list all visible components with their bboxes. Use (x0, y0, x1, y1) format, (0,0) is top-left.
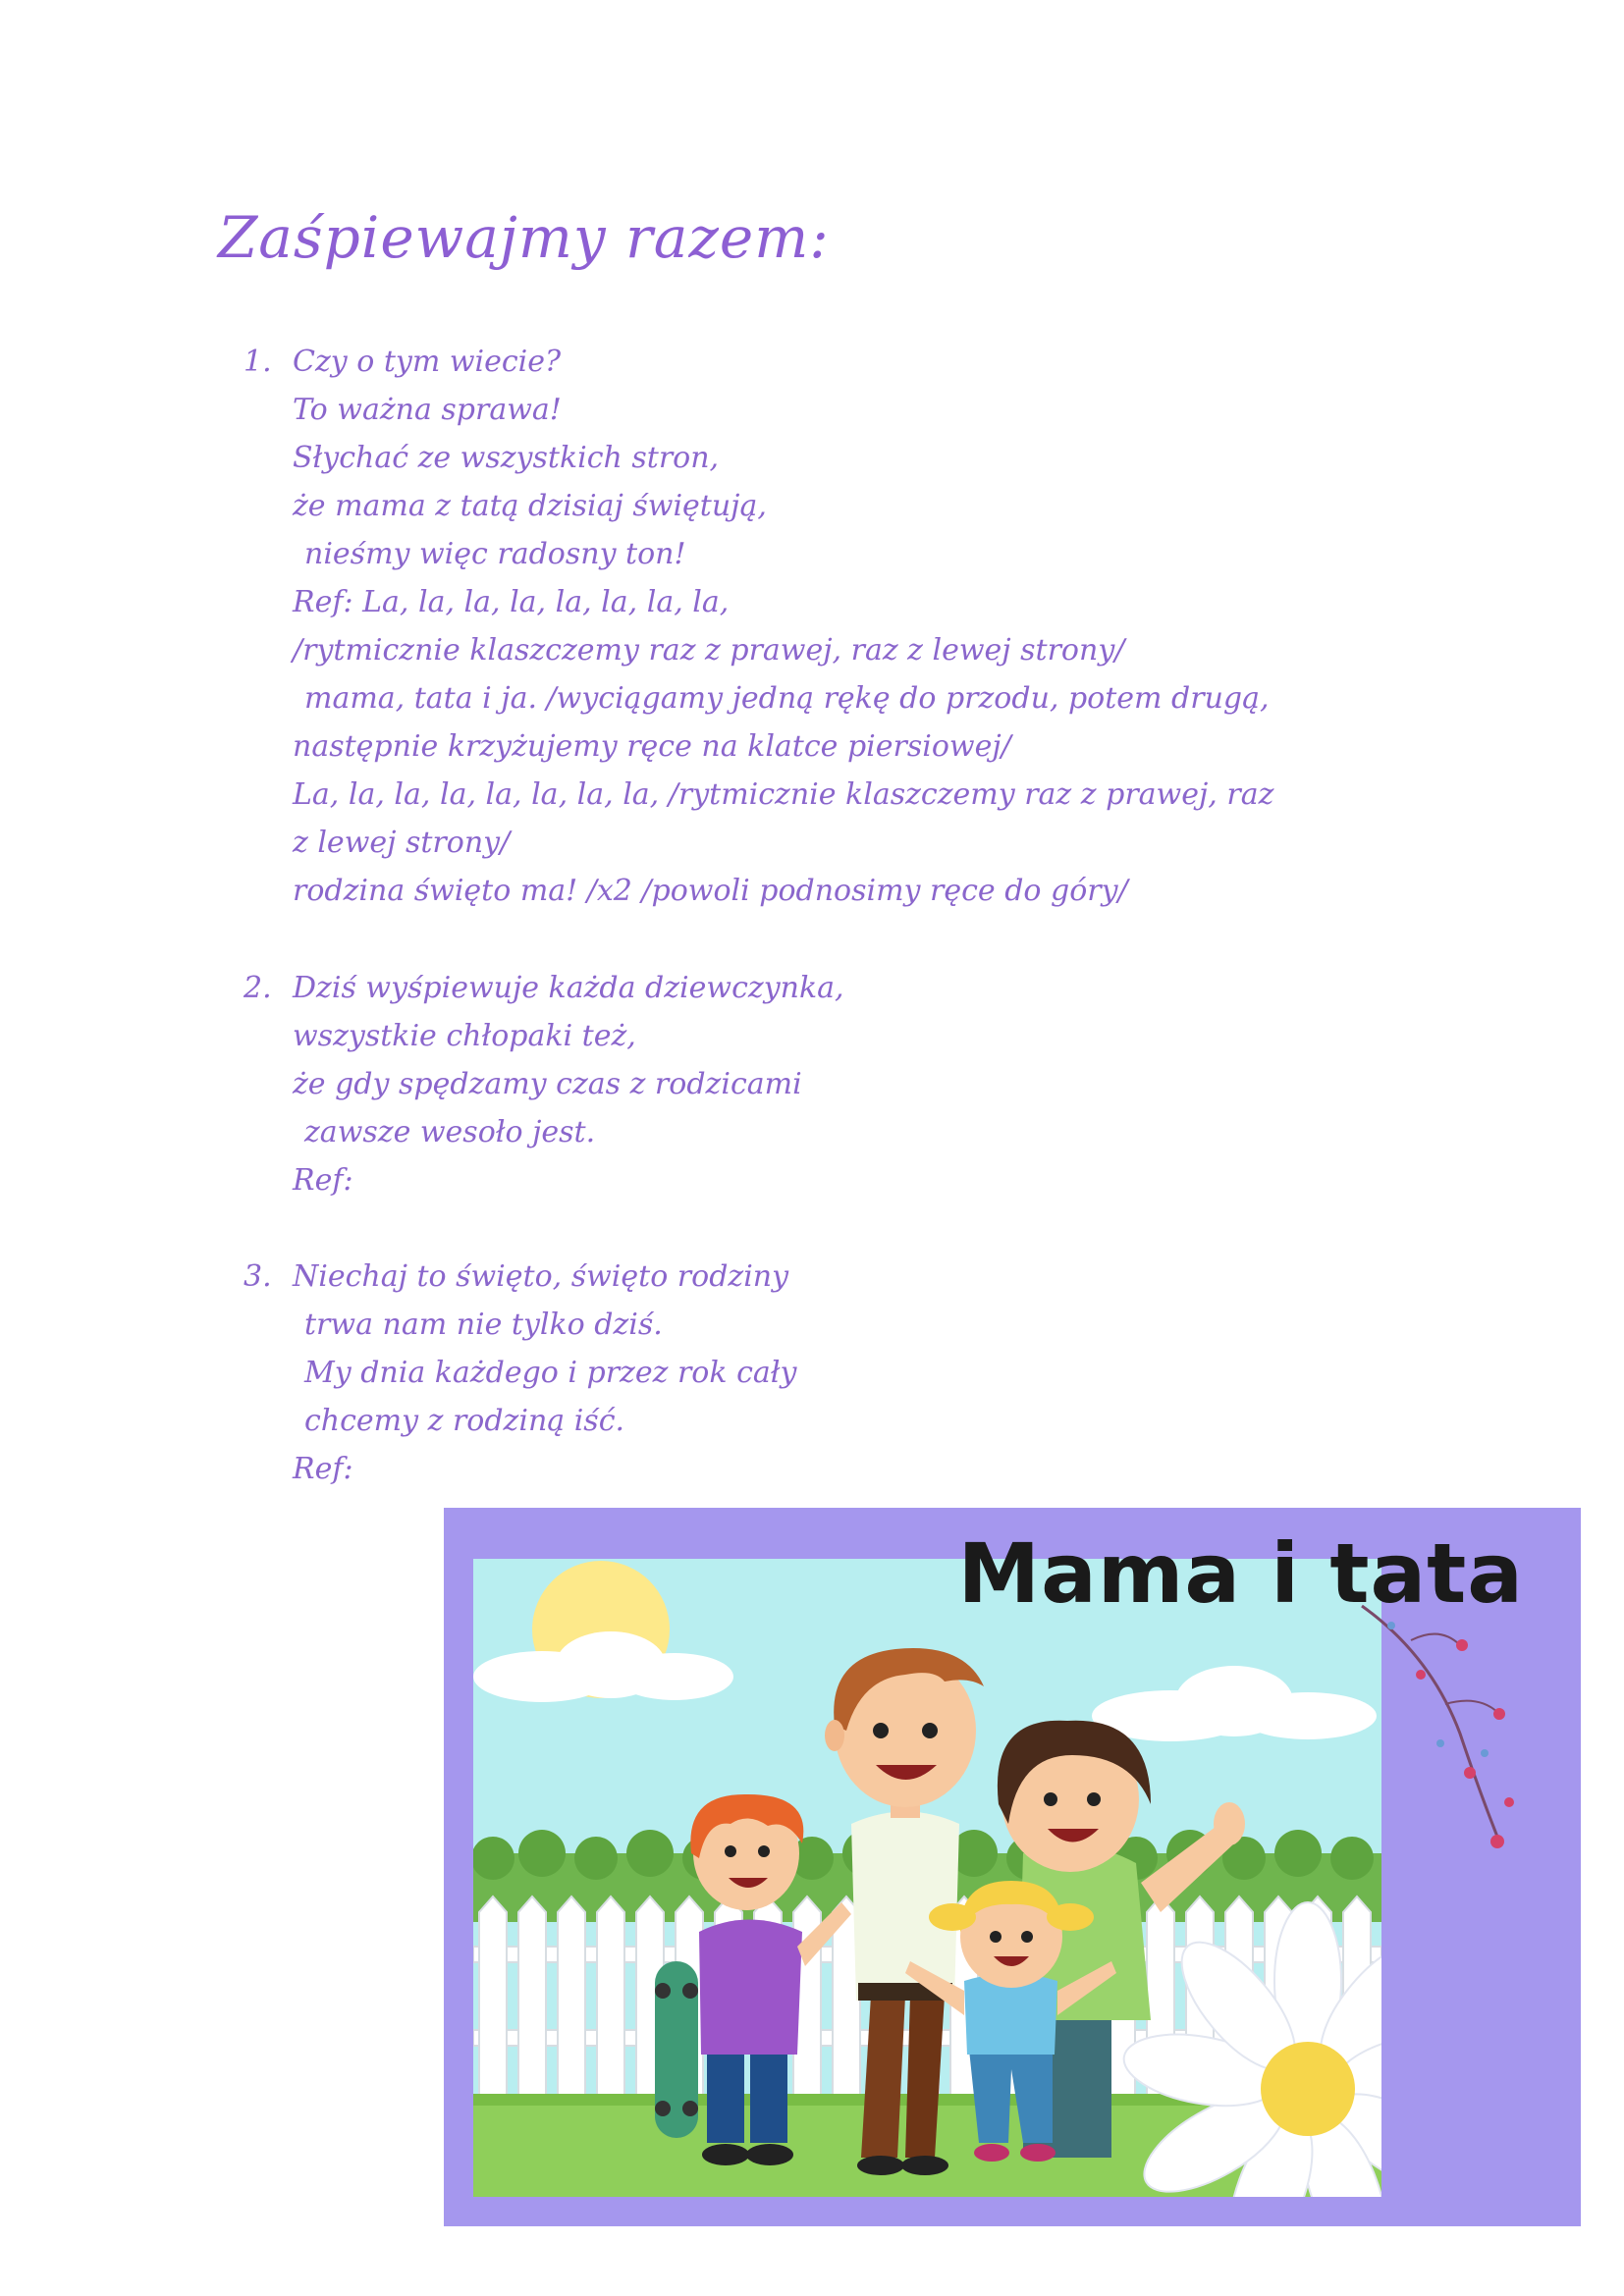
lyric-line: Niechaj to święto, święto rodziny (293, 1259, 789, 1294)
lyric-line: Słychać ze wszystkich stron, (293, 441, 720, 475)
berry-branch-icon (1352, 1596, 1581, 1851)
verse-number: 2. (244, 971, 272, 1005)
page-title: Zaśpiewajmy razem: (218, 204, 830, 271)
lyric-line: zawsze wesoło jest. (304, 1115, 596, 1149)
family-scene-art (473, 1559, 1381, 2197)
lyric-line: My dnia każdego i przez rok cały (304, 1356, 797, 1390)
lyric-line: że mama z tatą dzisiaj świętują, (293, 489, 767, 523)
refrain-line: La, la, la, la, la, la, la, la, /rytmicznie klaszczemy raz z prawej, raz (293, 777, 1274, 812)
instruction-line: z lewej strony/ (293, 826, 511, 860)
instruction-line: /rytmicznie klaszczemy raz z prawej, raz z lewej strony/ (293, 633, 1125, 667)
verse-number: 1. (244, 345, 272, 379)
verse-number: 3. (244, 1259, 272, 1294)
family-illustration (444, 1508, 1581, 2226)
skateboard-icon (655, 1961, 698, 2138)
lyric-line: chcemy z rodziną iść. (304, 1404, 625, 1438)
instruction-line: mama, tata i ja. /wyciągamy jedną rękę do przodu, potem drugą, (304, 681, 1270, 716)
lyric-line: Dziś wyśpiewuje każda dziewczynka, (293, 971, 844, 1005)
instruction-line: następnie krzyżujemy ręce na klatce piersiowej/ (293, 729, 1011, 764)
refrain-line: Ref: La, la, la, la, la, la, la, la, (293, 585, 730, 619)
refrain-line: rodzina święto ma! /x2 /powoli podnosimy ręce do góry/ (293, 874, 1128, 908)
lyric-line: wszystkie chłopaki też, (293, 1019, 636, 1053)
illustration-title: Mama i tata (957, 1525, 1524, 1622)
lyric-line: że gdy spędzamy czas z rodzicami (293, 1067, 802, 1101)
lyric-line: Czy o tym wiecie? (293, 345, 562, 379)
refrain-line: Ref: (293, 1163, 353, 1198)
lyric-line: trwa nam nie tylko dziś. (304, 1308, 663, 1342)
refrain-line: Ref: (293, 1452, 353, 1486)
illustration-scene (473, 1559, 1381, 2197)
lyric-line: To ważna sprawa! (293, 393, 562, 427)
lyric-line: nieśmy więc radosny ton! (304, 537, 686, 571)
